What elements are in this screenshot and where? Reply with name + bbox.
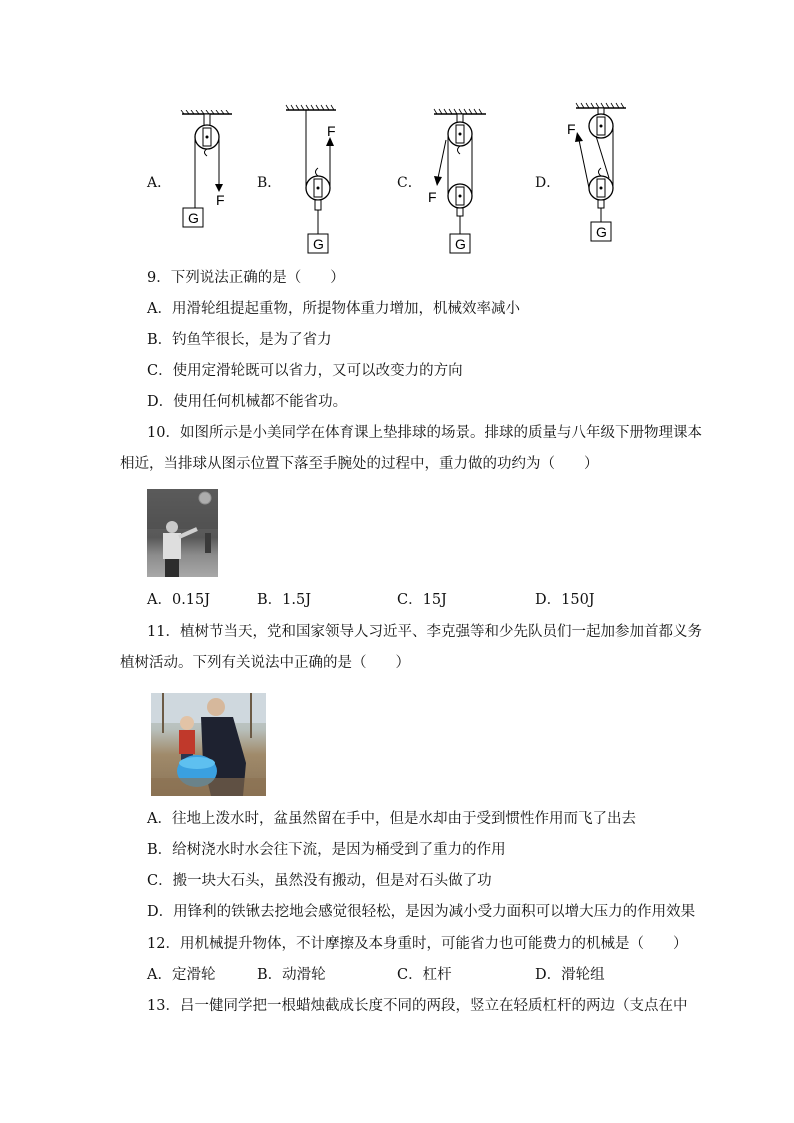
force-label-d: F [567, 121, 576, 137]
q10-stem-line2: 相近，当排球从图示位置下落至手腕处的过程中，重力做的功约为（ ） [120, 456, 599, 472]
tree-planting-photo [151, 693, 266, 796]
q11-option-a: A．往地上泼水时，盆虽然留在手中，但是水却由于受到惯性作用而飞了出去 [147, 811, 636, 827]
figure-option-b-label: B． [257, 175, 282, 191]
pulley-figure-d [562, 100, 634, 252]
pulley-figure-a [178, 110, 248, 232]
q12-stem: 12．用机械提升物体，不计摩擦及本身重时，可能省力也可能费力的机械是（ ） [147, 936, 688, 952]
q9-option-c: C．使用定滑轮既可以省力，又可以改变力的方向 [147, 363, 463, 379]
weight-label-b: G [313, 236, 324, 252]
q13-stem-line1: 13．吕一健同学把一根蜡烛截成长度不同的两段，竖立在轻质杠杆的两边（支点在中 [147, 998, 688, 1014]
figure-option-a-label: A． [147, 175, 172, 191]
q12-option-a: A．定滑轮 [147, 967, 216, 983]
q12-option-b: B．动滑轮 [257, 967, 326, 983]
force-label-c: F [428, 189, 437, 205]
q11-stem-line1: 11．植树节当天，党和国家领导人习近平、李克强等和少先队员们一起加参加首都义务 [147, 624, 702, 640]
q12-option-d: D．滑轮组 [535, 967, 605, 983]
q9-option-d: D．使用任何机械都不能省功。 [147, 394, 348, 410]
force-label-a: F [216, 192, 225, 208]
q10-option-c: C．15J [397, 592, 447, 608]
q10-option-b: B．1.5J [257, 592, 312, 608]
q11-option-b: B．给树浇水时水会往下流，是因为桶受到了重力的作用 [147, 842, 506, 858]
pulley-figure-b [284, 104, 356, 256]
pulley-figure-c [424, 106, 496, 258]
q11-option-d: D．用锋利的铁锹去挖地会感觉很轻松，是因为减小受力面积可以增大压力的作用效果 [147, 904, 696, 920]
q9-stem: 9．下列说法正确的是（ ） [147, 270, 345, 286]
q9-option-b: B．钓鱼竿很长，是为了省力 [147, 332, 332, 348]
q10-stem-line1: 10．如图所示是小美同学在体育课上垫排球的场景。排球的质量与八年级下册物理课本 [147, 425, 702, 441]
q10-option-d: D．150J [535, 592, 595, 608]
q9-option-a: A．用滑轮组提起重物，所提物体重力增加，机械效率减小 [147, 301, 520, 317]
weight-label-d: G [596, 224, 607, 240]
weight-label-c: G [455, 236, 466, 252]
q12-option-c: C．杠杆 [397, 967, 452, 983]
q11-option-c: C．搬一块大石头，虽然没有搬动，但是对石头做了功 [147, 873, 492, 889]
q10-option-a: A．0.15J [147, 592, 211, 608]
q11-stem-line2: 植树活动。下列有关说法中正确的是（ ） [120, 655, 410, 671]
figure-option-d-label: D． [535, 175, 561, 191]
force-label-b: F [327, 123, 336, 139]
figure-option-c-label: C． [397, 175, 422, 191]
volleyball-photo [147, 489, 218, 577]
weight-label-a: G [188, 210, 199, 226]
